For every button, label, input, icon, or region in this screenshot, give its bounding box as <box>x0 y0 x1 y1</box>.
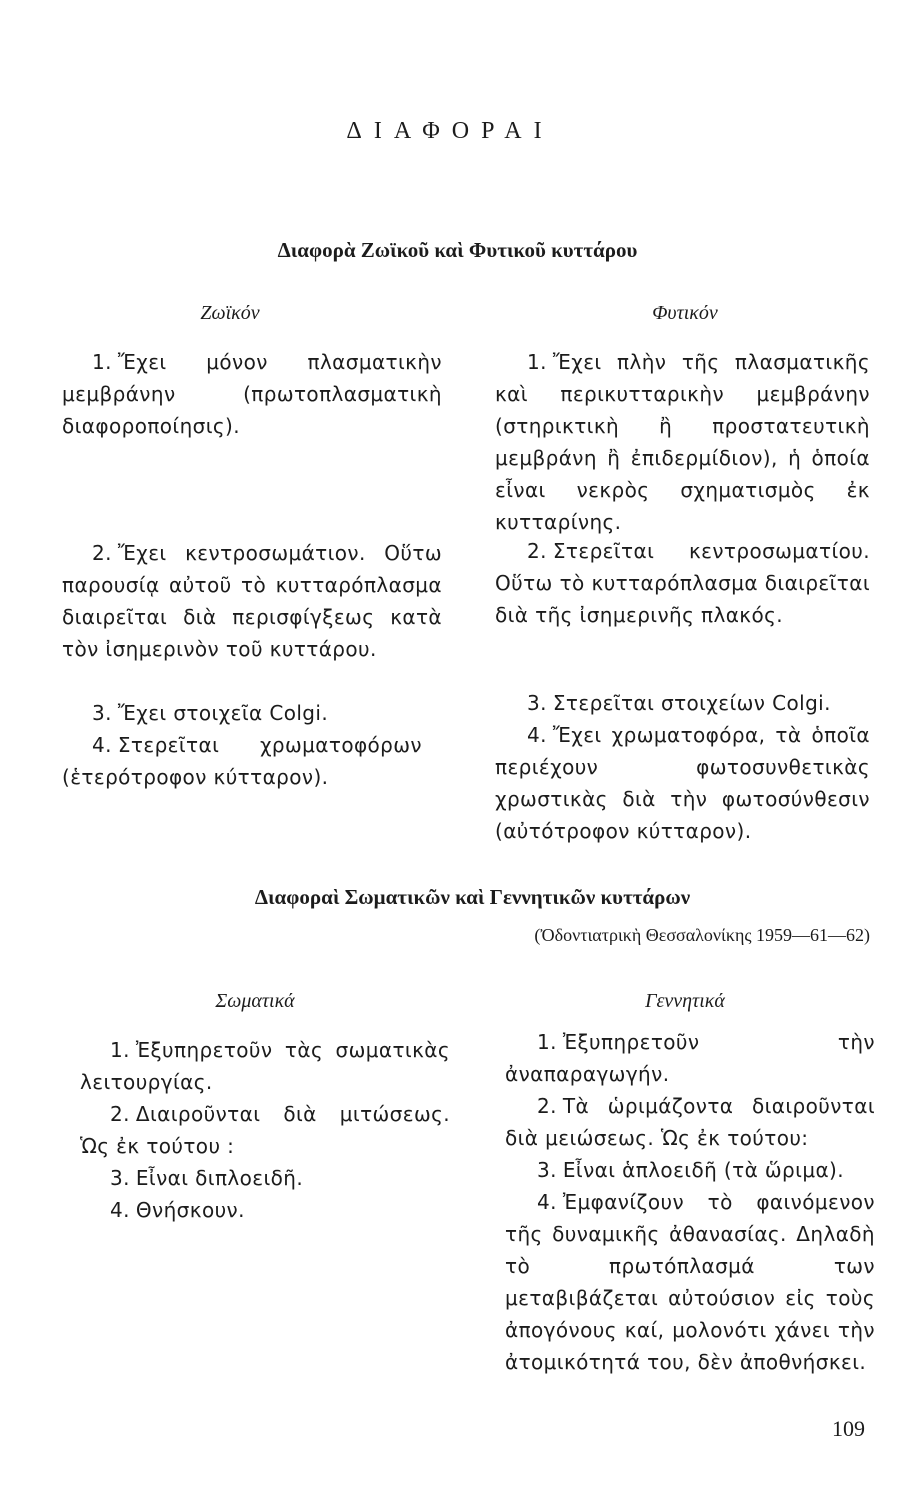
list-item: 1. Ἐξυπηρετοῦν τὴν ἀναπαραγωγήν. <box>505 1030 875 1086</box>
list-item: 3. Εἶναι ἁπλοειδῆ (τὰ ὥριμα). <box>537 1158 844 1182</box>
list-item: 3. Εἶναι διπλοειδῆ. <box>110 1166 304 1190</box>
list-item: 1. Ἐξυπηρετοῦν τὰς σωματικὰς λειτουργίας. <box>80 1038 450 1094</box>
list-item: 4. Ἔχει χρωματοφόρα, τὰ ὁποῖα περιέχουν φωτοσυνθετικὰς χρωστικὰς διὰ τὴν φωτοσύνθεσιν (αὐτότροφον κύτταρον). <box>495 723 870 843</box>
list-item: 4. Ἐμφανίζουν τὸ φαινόμενον τῆς δυναμικῆς ἀθανασίας. Δηλαδὴ τὸ πρωτόπλασμά των μεταβιβάζεται αὐτούσιον εἰς τοὺς ἀπογόνους καί, μολονότι χάνει τὴν ἀτομικότητά του, δὲν ἀποθνήσκει. <box>505 1190 875 1374</box>
section1-right-header: Φυτικόν <box>652 302 718 324</box>
list-item: 2. Στερεῖται κεντροσωματίου. Οὕτω τὸ κυτταρόπλασμα διαιρεῖται διὰ τῆς ἰσημερινῆς πλακός. <box>495 539 870 627</box>
list-item: 3. Ἔχει στοιχεῖα Colgi. <box>92 701 329 725</box>
source-citation: (Ὀδοντιατρικὴ Θεσσαλονίκης 1959—61—62) <box>534 925 870 945</box>
section1-left-header: Ζωϊκόν <box>200 302 260 324</box>
list-item: 2. Τὰ ὡριμάζοντα διαιροῦνται διὰ μειώσεως. Ὡς ἐκ τούτου: <box>505 1094 875 1150</box>
list-item: 2. Διαιροῦνται διὰ μιτώσεως. Ὡς ἐκ τούτου : <box>80 1102 450 1158</box>
section2-right-header: Γεννητικά <box>645 990 725 1012</box>
list-item: 3. Στερεῖται στοιχείων Colgi. <box>527 691 831 715</box>
list-item: 1. Ἔχει πλὴν τῆς πλασματικῆς καὶ περικυτταρικὴν μεμβράνην (στηρικτικὴ ἢ προστατευτικὴ μεμβράνη ἢ ἐπιδερμίδιον), ἡ ὁποία εἶναι νεκρὸς σχηματισμὸς ἐκ κυτταρίνης. <box>495 350 870 534</box>
page-number: 109 <box>832 1416 865 1441</box>
list-item: 4. Στερεῖται χρωματοφόρων (ἑτερότροφον κύτταρον). <box>62 733 422 789</box>
section1-heading: Διαφορὰ Ζωϊκοῦ καὶ Φυτικοῦ κυττάρου <box>277 238 638 262</box>
page-title: ΔΙΑΦΟΡΑΙ <box>346 118 554 144</box>
list-item: 2. Ἔχει κεντροσωμάτιον. Οὕτω παρουσίᾳ αὐτοῦ τὸ κυτταρόπλασμα διαιρεῖται διὰ περισφίγξεως κατὰ τὸν ἰσημερινὸν τοῦ κυττάρου. <box>62 541 442 661</box>
section2-heading: Διαφοραὶ Σωματικῶν καὶ Γεννητικῶν κυττάρων <box>254 885 691 909</box>
list-item: 4. Θνήσκουν. <box>110 1198 245 1222</box>
list-item: 1. Ἔχει μόνον πλασματικὴν μεμβράνην (πρωτοπλασματικὴ διαφοροποίησις). <box>62 350 442 438</box>
section2-left-header: Σωματικά <box>215 990 295 1012</box>
